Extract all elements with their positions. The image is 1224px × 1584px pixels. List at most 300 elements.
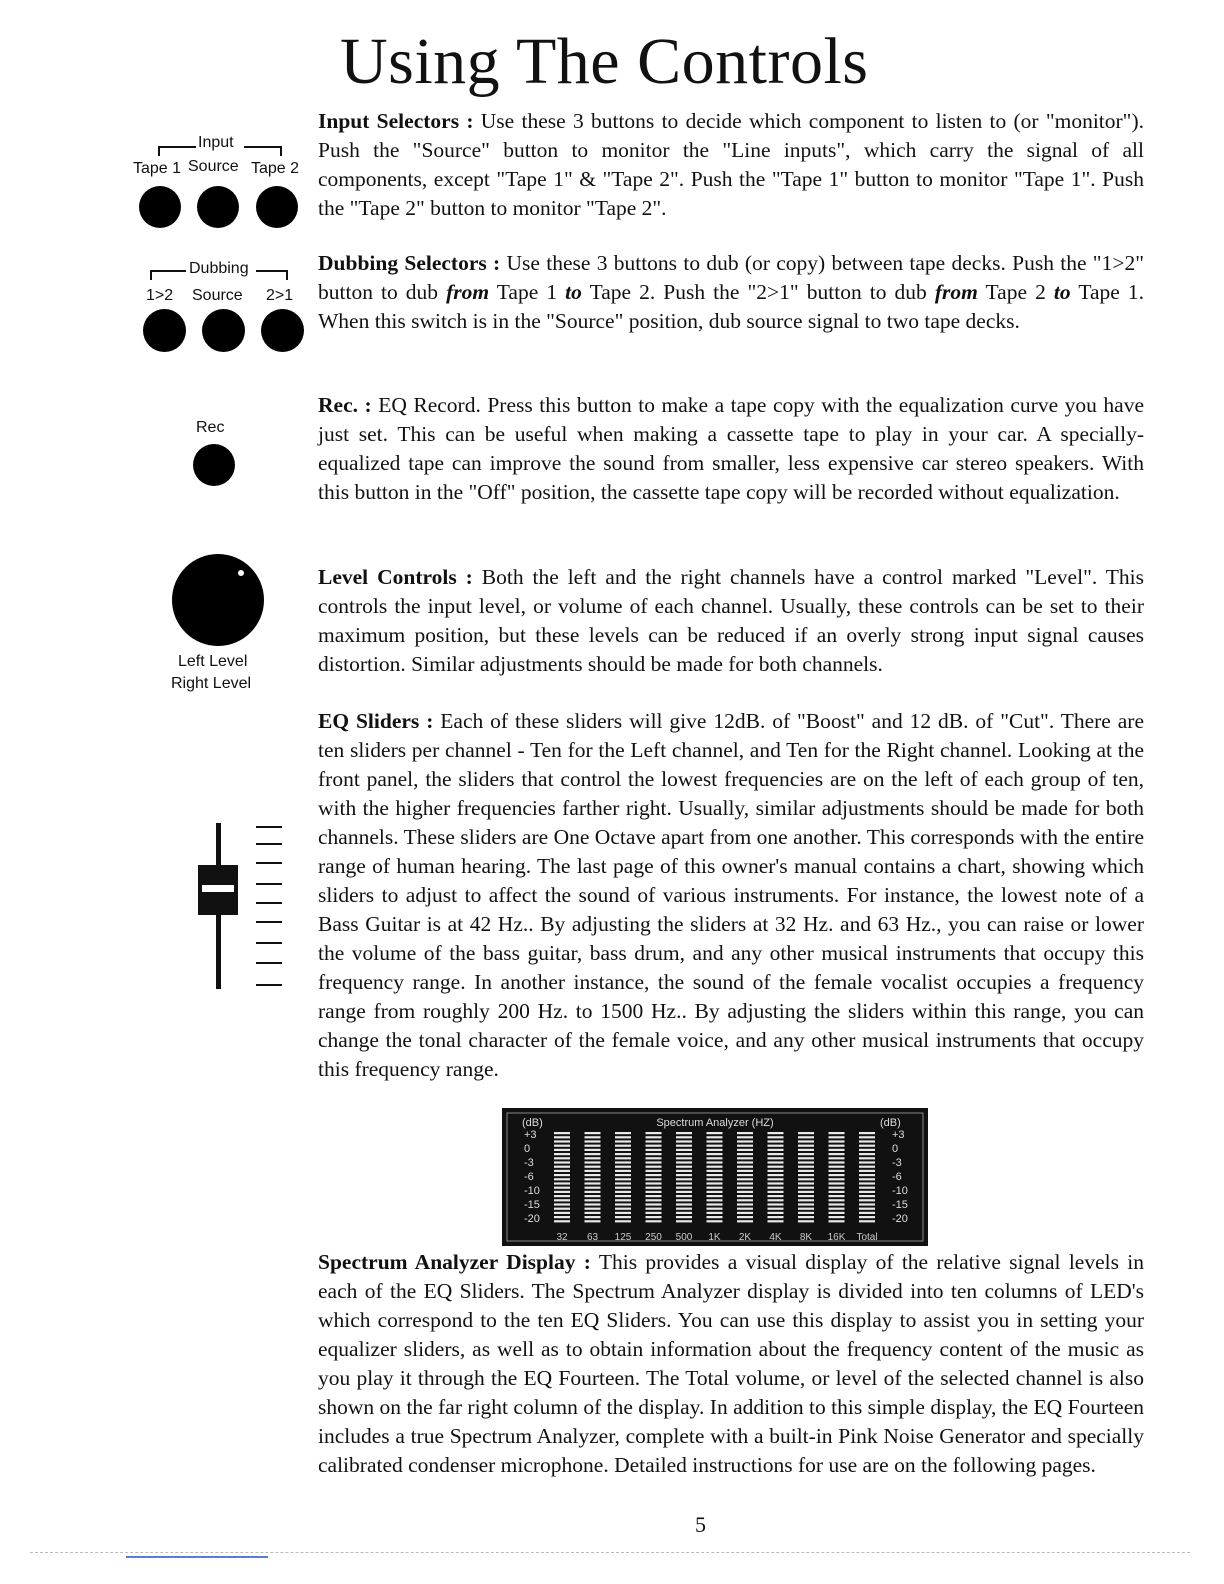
tape2-label: Tape 2	[251, 160, 300, 177]
led-segment	[615, 1132, 631, 1134]
db-label-right: -20	[892, 1213, 908, 1225]
led-segment	[585, 1157, 601, 1159]
led-segment	[707, 1199, 723, 1201]
led-segment	[737, 1195, 753, 1197]
led-segment	[676, 1149, 692, 1151]
band-label: 2K	[738, 1232, 752, 1243]
led-segment	[615, 1195, 631, 1197]
led-segment	[768, 1191, 784, 1193]
led-segment	[585, 1149, 601, 1151]
dubbing-from-1: from	[446, 280, 490, 304]
dub-2to1-button[interactable]	[261, 309, 304, 352]
led-segment	[737, 1191, 753, 1193]
led-segment	[554, 1174, 570, 1176]
led-segment	[798, 1191, 814, 1193]
dubbing-text-3: Tape 2. Push the "2>1" button to dub	[581, 280, 935, 304]
input-selectors-text: Use these 3 buttons to decide which component to listen to (or "monitor"). Push the "Source" button to monitor the "Line inputs", which carry the signal of all components, except "Tape 1" & "Tape 2". Push the "Tape 1" button to monitor "Tape 1". Push the "Tape 2" button to monitor "Tape 2".	[318, 109, 1144, 220]
led-segment	[707, 1145, 723, 1147]
tape1-button[interactable]	[139, 186, 181, 228]
led-segment	[676, 1132, 692, 1134]
led-segment	[737, 1220, 753, 1222]
led-segment	[829, 1191, 845, 1193]
led-segment	[554, 1187, 570, 1189]
led-segment	[859, 1161, 875, 1163]
led-segment	[859, 1157, 875, 1159]
led-segment	[859, 1178, 875, 1180]
led-segment	[768, 1203, 784, 1205]
led-segment	[585, 1187, 601, 1189]
led-segment	[554, 1178, 570, 1180]
band-label: 8K	[799, 1232, 813, 1243]
band-label: 1K	[708, 1232, 721, 1243]
analyzer-unit-right: (dB)	[880, 1117, 901, 1129]
led-segment	[829, 1182, 845, 1184]
led-segment	[615, 1170, 631, 1172]
led-segment	[768, 1145, 784, 1147]
band-label: 63	[586, 1232, 599, 1243]
led-segment	[554, 1132, 570, 1134]
led-segment	[798, 1208, 814, 1210]
led-segment	[646, 1132, 662, 1134]
led-segment	[676, 1178, 692, 1180]
led-segment	[768, 1140, 784, 1142]
led-segment	[554, 1199, 570, 1201]
led-segment	[554, 1195, 570, 1197]
led-segment	[676, 1161, 692, 1163]
led-segment	[707, 1178, 723, 1180]
eq-sliders-heading: EQ Sliders :	[318, 709, 434, 733]
led-segment	[585, 1174, 601, 1176]
led-segment	[554, 1220, 570, 1222]
led-segment	[829, 1178, 845, 1180]
led-segment	[798, 1203, 814, 1205]
level-controls-heading: Level Controls :	[318, 565, 473, 589]
led-segment	[829, 1220, 845, 1222]
dubbing-from-2: from	[934, 280, 978, 304]
led-segment	[768, 1132, 784, 1134]
led-segment	[676, 1145, 692, 1147]
led-segment	[707, 1157, 723, 1159]
led-segment	[707, 1153, 723, 1155]
led-segment	[585, 1140, 601, 1142]
led-segment	[707, 1161, 723, 1163]
led-segment	[798, 1149, 814, 1151]
led-segment	[859, 1153, 875, 1155]
dubbing-bracket-left	[150, 270, 186, 280]
led-segment	[829, 1203, 845, 1205]
dubbing-text-2: Tape 1	[489, 280, 566, 304]
dub-2to1-label: 2>1	[266, 287, 294, 304]
db-label-right: -15	[892, 1199, 908, 1211]
led-segment	[554, 1182, 570, 1184]
led-segment	[829, 1187, 845, 1189]
led-segment	[646, 1182, 662, 1184]
led-segment	[859, 1216, 875, 1218]
led-segment	[829, 1212, 845, 1214]
tape2-button[interactable]	[256, 186, 298, 228]
spectrum-analyzer-paragraph	[318, 1248, 1144, 1480]
led-segment	[615, 1166, 631, 1168]
dubbing-group-label: Dubbing	[189, 260, 249, 277]
dubbing-selectors-paragraph	[318, 249, 1144, 336]
db-label-left: -20	[524, 1213, 540, 1225]
led-segment	[737, 1208, 753, 1210]
led-segment	[676, 1157, 692, 1159]
led-segment	[585, 1153, 601, 1155]
led-segment	[585, 1178, 601, 1180]
rec-label: Rec	[196, 419, 225, 436]
led-segment	[707, 1149, 723, 1151]
led-segment	[676, 1199, 692, 1201]
led-segment	[829, 1166, 845, 1168]
eq-sliders-paragraph	[318, 707, 1144, 1084]
led-segment	[829, 1199, 845, 1201]
band-label: 32	[556, 1232, 568, 1243]
led-segment	[554, 1208, 570, 1210]
led-segment	[737, 1161, 753, 1163]
led-segment	[707, 1203, 723, 1205]
led-segment	[798, 1182, 814, 1184]
dub-source-label: Source	[192, 287, 243, 304]
led-segment	[798, 1132, 814, 1134]
led-segment	[737, 1182, 753, 1184]
db-label-left: +3	[524, 1129, 537, 1141]
led-segment	[707, 1166, 723, 1168]
led-segment	[707, 1187, 723, 1189]
led-segment	[798, 1153, 814, 1155]
led-segment	[585, 1132, 601, 1134]
led-segment	[585, 1203, 601, 1205]
led-segment	[737, 1140, 753, 1142]
led-segment	[646, 1157, 662, 1159]
led-segment	[768, 1166, 784, 1168]
led-segment	[737, 1174, 753, 1176]
band-label: 4K	[769, 1232, 782, 1243]
left-level-label: Left Level	[178, 653, 248, 670]
led-segment	[615, 1182, 631, 1184]
led-segment	[798, 1157, 814, 1159]
led-segment	[646, 1166, 662, 1168]
led-segment	[768, 1178, 784, 1180]
source-button[interactable]	[197, 186, 239, 228]
led-segment	[859, 1212, 875, 1214]
led-segment	[768, 1149, 784, 1151]
spectrum-analyzer-text: This provides a visual display of the relative signal levels in each of the EQ Sliders. The Spectrum Analyzer display is divided into ten columns of LED's which correspond to the ten EQ Sliders. You can use this display to assist you in setting your equalizer sliders, as well as to obtain information about the frequency content of the music as you play it through the EQ Fourteen. The Total volume, or level of the selected channel is also shown on the far right column of the display. In addition to this simple display, the EQ Fourteen includes a true Spectrum Analyzer, complete with a built-in Pink Noise Generator and specially calibrated condenser microphone. Detailed instructions for use are on the following pages.	[318, 1250, 1144, 1477]
led-segment	[737, 1132, 753, 1134]
led-segment	[859, 1170, 875, 1172]
source-label: Source	[188, 158, 239, 175]
led-segment	[615, 1149, 631, 1151]
led-segment	[829, 1157, 845, 1159]
level-knob[interactable]	[172, 554, 264, 646]
led-segment	[676, 1208, 692, 1210]
led-segment	[737, 1170, 753, 1172]
led-segment	[676, 1166, 692, 1168]
led-segment	[646, 1203, 662, 1205]
led-segment	[585, 1208, 601, 1210]
input-bracket-left	[158, 146, 196, 156]
led-segment	[707, 1170, 723, 1172]
led-segment	[859, 1220, 875, 1222]
led-segment	[676, 1182, 692, 1184]
led-segment	[676, 1174, 692, 1176]
led-segment	[615, 1220, 631, 1222]
led-segment	[859, 1140, 875, 1142]
led-segment	[554, 1157, 570, 1159]
page-title: Using The Controls	[340, 25, 869, 98]
rec-button[interactable]	[193, 444, 235, 486]
led-segment	[676, 1187, 692, 1189]
led-segment	[646, 1178, 662, 1180]
led-segment	[585, 1182, 601, 1184]
led-segment	[615, 1145, 631, 1147]
led-segment	[768, 1174, 784, 1176]
led-segment	[615, 1136, 631, 1138]
led-segment	[676, 1220, 692, 1222]
band-label: 125	[614, 1232, 632, 1243]
dubbing-text-1: Use these 3 buttons to dub (or copy) between tape decks. Push the "1>2" button to dub	[318, 251, 1144, 304]
analyzer-title: Spectrum Analyzer (HZ)	[656, 1117, 774, 1129]
led-segment	[615, 1140, 631, 1142]
led-segment	[615, 1187, 631, 1189]
dub-1to2-label: 1>2	[146, 287, 174, 304]
led-segment	[646, 1199, 662, 1201]
led-segment	[768, 1195, 784, 1197]
led-segment	[646, 1161, 662, 1163]
led-segment	[829, 1195, 845, 1197]
rec-paragraph	[318, 391, 1144, 507]
led-segment	[707, 1182, 723, 1184]
db-label-left: 0	[524, 1143, 531, 1155]
dubbing-bracket-right	[256, 270, 288, 280]
input-group-label: Input	[198, 134, 234, 151]
led-segment	[554, 1166, 570, 1168]
eq-sliders-text: Each of these sliders will give 12dB. of "Boost" and 12 dB. of "Cut". There are ten sliders per channel - Ten for the Left channel, and Ten for the Right channel. Looking at the front panel, the sliders that control the lowest frequencies are on the left of each group of ten, with the higher frequencies farther right. Usually, similar adjustments should be made for both channels. These sliders are One Octave apart from one another. This corresponds with the entire range of human hearing. The last page of this owner's manual contains a chart, showing which sliders to adjust to affect the sound of various instruments. For instance, the lowest note of a Bass Guitar is at 42 Hz.. By adjusting the sliders at 32 Hz. and 63 Hz., you can raise or lower the volume of the bass guitar, bass drum, and any other musical instruments that occupy this frequency range. In another instance, the sound of the female vocalist occupies a frequency range from roughly 200 Hz. to 1500 Hz.. By adjusting the sliders within this range, you can change the tonal character of the female voice, and any other musical instruments that occupy this frequency range.	[318, 709, 1144, 1081]
db-label-left: -3	[524, 1157, 534, 1169]
dubbing-text-5: Tape 1. When this switch is in the "Source" position, dub source signal to two tape decks.	[318, 280, 1144, 333]
led-segment	[768, 1161, 784, 1163]
dubbing-text-4: Tape 2	[977, 280, 1054, 304]
led-segment	[707, 1140, 723, 1142]
led-segment	[707, 1174, 723, 1176]
dubbing-selectors-heading: Dubbing Selectors :	[318, 251, 501, 275]
knob-indicator-dot	[238, 570, 244, 576]
led-segment	[798, 1166, 814, 1168]
led-segment	[768, 1170, 784, 1172]
led-segment	[737, 1212, 753, 1214]
tape1-label: Tape 1	[133, 160, 182, 177]
level-controls-paragraph	[318, 563, 1144, 679]
led-segment	[768, 1212, 784, 1214]
led-segment	[798, 1161, 814, 1163]
rec-heading: Rec. :	[318, 393, 372, 417]
input-bracket-right	[244, 146, 282, 156]
led-segment	[859, 1195, 875, 1197]
led-segment	[646, 1136, 662, 1138]
led-segment	[859, 1208, 875, 1210]
db-label-left: -10	[524, 1185, 540, 1197]
input-selectors-paragraph	[318, 107, 1144, 223]
led-segment	[615, 1203, 631, 1205]
led-segment	[829, 1136, 845, 1138]
led-segment	[859, 1203, 875, 1205]
led-segment	[615, 1153, 631, 1155]
led-segment	[585, 1170, 601, 1172]
led-segment	[615, 1191, 631, 1193]
eq-slider-illustration	[190, 815, 290, 995]
led-segment	[707, 1195, 723, 1197]
led-segment	[707, 1136, 723, 1138]
analyzer-unit-left: (dB)	[522, 1117, 543, 1129]
led-segment	[859, 1166, 875, 1168]
db-label-right: +3	[892, 1129, 905, 1141]
led-segment	[676, 1170, 692, 1172]
led-segment	[768, 1157, 784, 1159]
led-segment	[646, 1208, 662, 1210]
led-segment	[676, 1153, 692, 1155]
led-segment	[646, 1145, 662, 1147]
led-segment	[585, 1161, 601, 1163]
slider-cap-line	[202, 885, 234, 892]
led-segment	[829, 1132, 845, 1134]
led-segment	[585, 1136, 601, 1138]
led-segment	[798, 1140, 814, 1142]
led-segment	[646, 1187, 662, 1189]
led-segment	[798, 1187, 814, 1189]
led-segment	[829, 1149, 845, 1151]
led-segment	[707, 1208, 723, 1210]
led-segment	[768, 1153, 784, 1155]
led-segment	[737, 1153, 753, 1155]
led-segment	[737, 1199, 753, 1201]
led-segment	[768, 1182, 784, 1184]
led-segment	[737, 1178, 753, 1180]
led-segment	[554, 1145, 570, 1147]
led-segment	[554, 1149, 570, 1151]
led-segment	[615, 1178, 631, 1180]
led-segment	[554, 1212, 570, 1214]
led-segment	[798, 1199, 814, 1201]
led-segment	[768, 1216, 784, 1218]
band-label: 250	[645, 1232, 662, 1243]
led-segment	[798, 1195, 814, 1197]
led-segment	[798, 1178, 814, 1180]
led-segment	[829, 1174, 845, 1176]
led-segment	[829, 1145, 845, 1147]
led-segment	[798, 1170, 814, 1172]
led-segment	[615, 1208, 631, 1210]
dub-1to2-button[interactable]	[143, 309, 186, 352]
led-segment	[554, 1140, 570, 1142]
led-segment	[829, 1161, 845, 1163]
led-segment	[554, 1203, 570, 1205]
db-label-right: 0	[892, 1143, 899, 1155]
led-segment	[554, 1136, 570, 1138]
led-segment	[737, 1166, 753, 1168]
led-segment	[829, 1170, 845, 1172]
led-segment	[615, 1161, 631, 1163]
led-segment	[615, 1212, 631, 1214]
led-segment	[768, 1187, 784, 1189]
led-segment	[646, 1216, 662, 1218]
led-segment	[676, 1203, 692, 1205]
db-label-left: -15	[524, 1199, 540, 1211]
led-segment	[615, 1216, 631, 1218]
led-segment	[768, 1220, 784, 1222]
led-segment	[554, 1170, 570, 1172]
led-segment	[707, 1191, 723, 1193]
dubbing-to-2: to	[1053, 280, 1071, 304]
led-segment	[737, 1145, 753, 1147]
led-segment	[829, 1208, 845, 1210]
db-label-right: -6	[892, 1171, 902, 1183]
led-segment	[798, 1212, 814, 1214]
spectrum-analyzer-heading: Spectrum Analyzer Display :	[318, 1250, 591, 1274]
led-segment	[554, 1161, 570, 1163]
led-segment	[798, 1145, 814, 1147]
led-segment	[646, 1191, 662, 1193]
led-segment	[707, 1212, 723, 1214]
led-segment	[768, 1199, 784, 1201]
led-segment	[585, 1199, 601, 1201]
dub-source-button[interactable]	[202, 309, 245, 352]
led-segment	[737, 1157, 753, 1159]
led-segment	[707, 1220, 723, 1222]
led-segment	[646, 1174, 662, 1176]
led-segment	[737, 1203, 753, 1205]
led-segment	[859, 1136, 875, 1138]
spectrum-analyzer-display	[502, 1108, 928, 1246]
led-segment	[737, 1216, 753, 1218]
page-number: 5	[695, 1512, 706, 1537]
input-selectors-heading: Input Selectors :	[318, 109, 474, 133]
db-label-right: -10	[892, 1185, 908, 1197]
led-segment	[676, 1195, 692, 1197]
led-segment	[585, 1166, 601, 1168]
led-segment	[798, 1216, 814, 1218]
led-segment	[646, 1149, 662, 1151]
band-label: 500	[675, 1232, 693, 1243]
led-segment	[585, 1212, 601, 1214]
led-segment	[859, 1174, 875, 1176]
led-segment	[676, 1216, 692, 1218]
led-segment	[829, 1140, 845, 1142]
led-segment	[768, 1136, 784, 1138]
led-segment	[859, 1199, 875, 1201]
led-segment	[829, 1153, 845, 1155]
led-segment	[585, 1191, 601, 1193]
led-segment	[585, 1216, 601, 1218]
led-segment	[707, 1132, 723, 1134]
slider-scale-ticks	[256, 827, 282, 985]
led-segment	[707, 1216, 723, 1218]
right-level-label: Right Level	[171, 675, 252, 692]
led-segment	[554, 1216, 570, 1218]
footer-blue-mark	[126, 1556, 268, 1558]
led-segment	[859, 1182, 875, 1184]
led-segment	[615, 1174, 631, 1176]
led-segment	[737, 1136, 753, 1138]
led-segment	[737, 1149, 753, 1151]
level-controls-text: Both the left and the right channels have a control marked "Level". This controls the input level, or volume of each channel. Usually, these controls can be set to their maximum position, but these levels can be reduced if an overly strong input signal causes distortion. Similar adjustments should be made for both channels.	[318, 565, 1144, 676]
led-segment	[646, 1195, 662, 1197]
led-segment	[859, 1145, 875, 1147]
db-label-right: -3	[892, 1157, 902, 1169]
rec-text: EQ Record. Press this button to make a tape copy with the equalization curve you have just set. This can be useful when making a cassette tape to play in your car. A specially-equalized tape can improve the sound from smaller, less expensive car stereo speakers. With this button in the "Off" position, the cassette tape copy will be recorded without equalization.	[318, 393, 1144, 504]
led-segment	[615, 1157, 631, 1159]
dubbing-to-1: to	[565, 280, 582, 304]
band-label: 16K	[827, 1232, 846, 1243]
